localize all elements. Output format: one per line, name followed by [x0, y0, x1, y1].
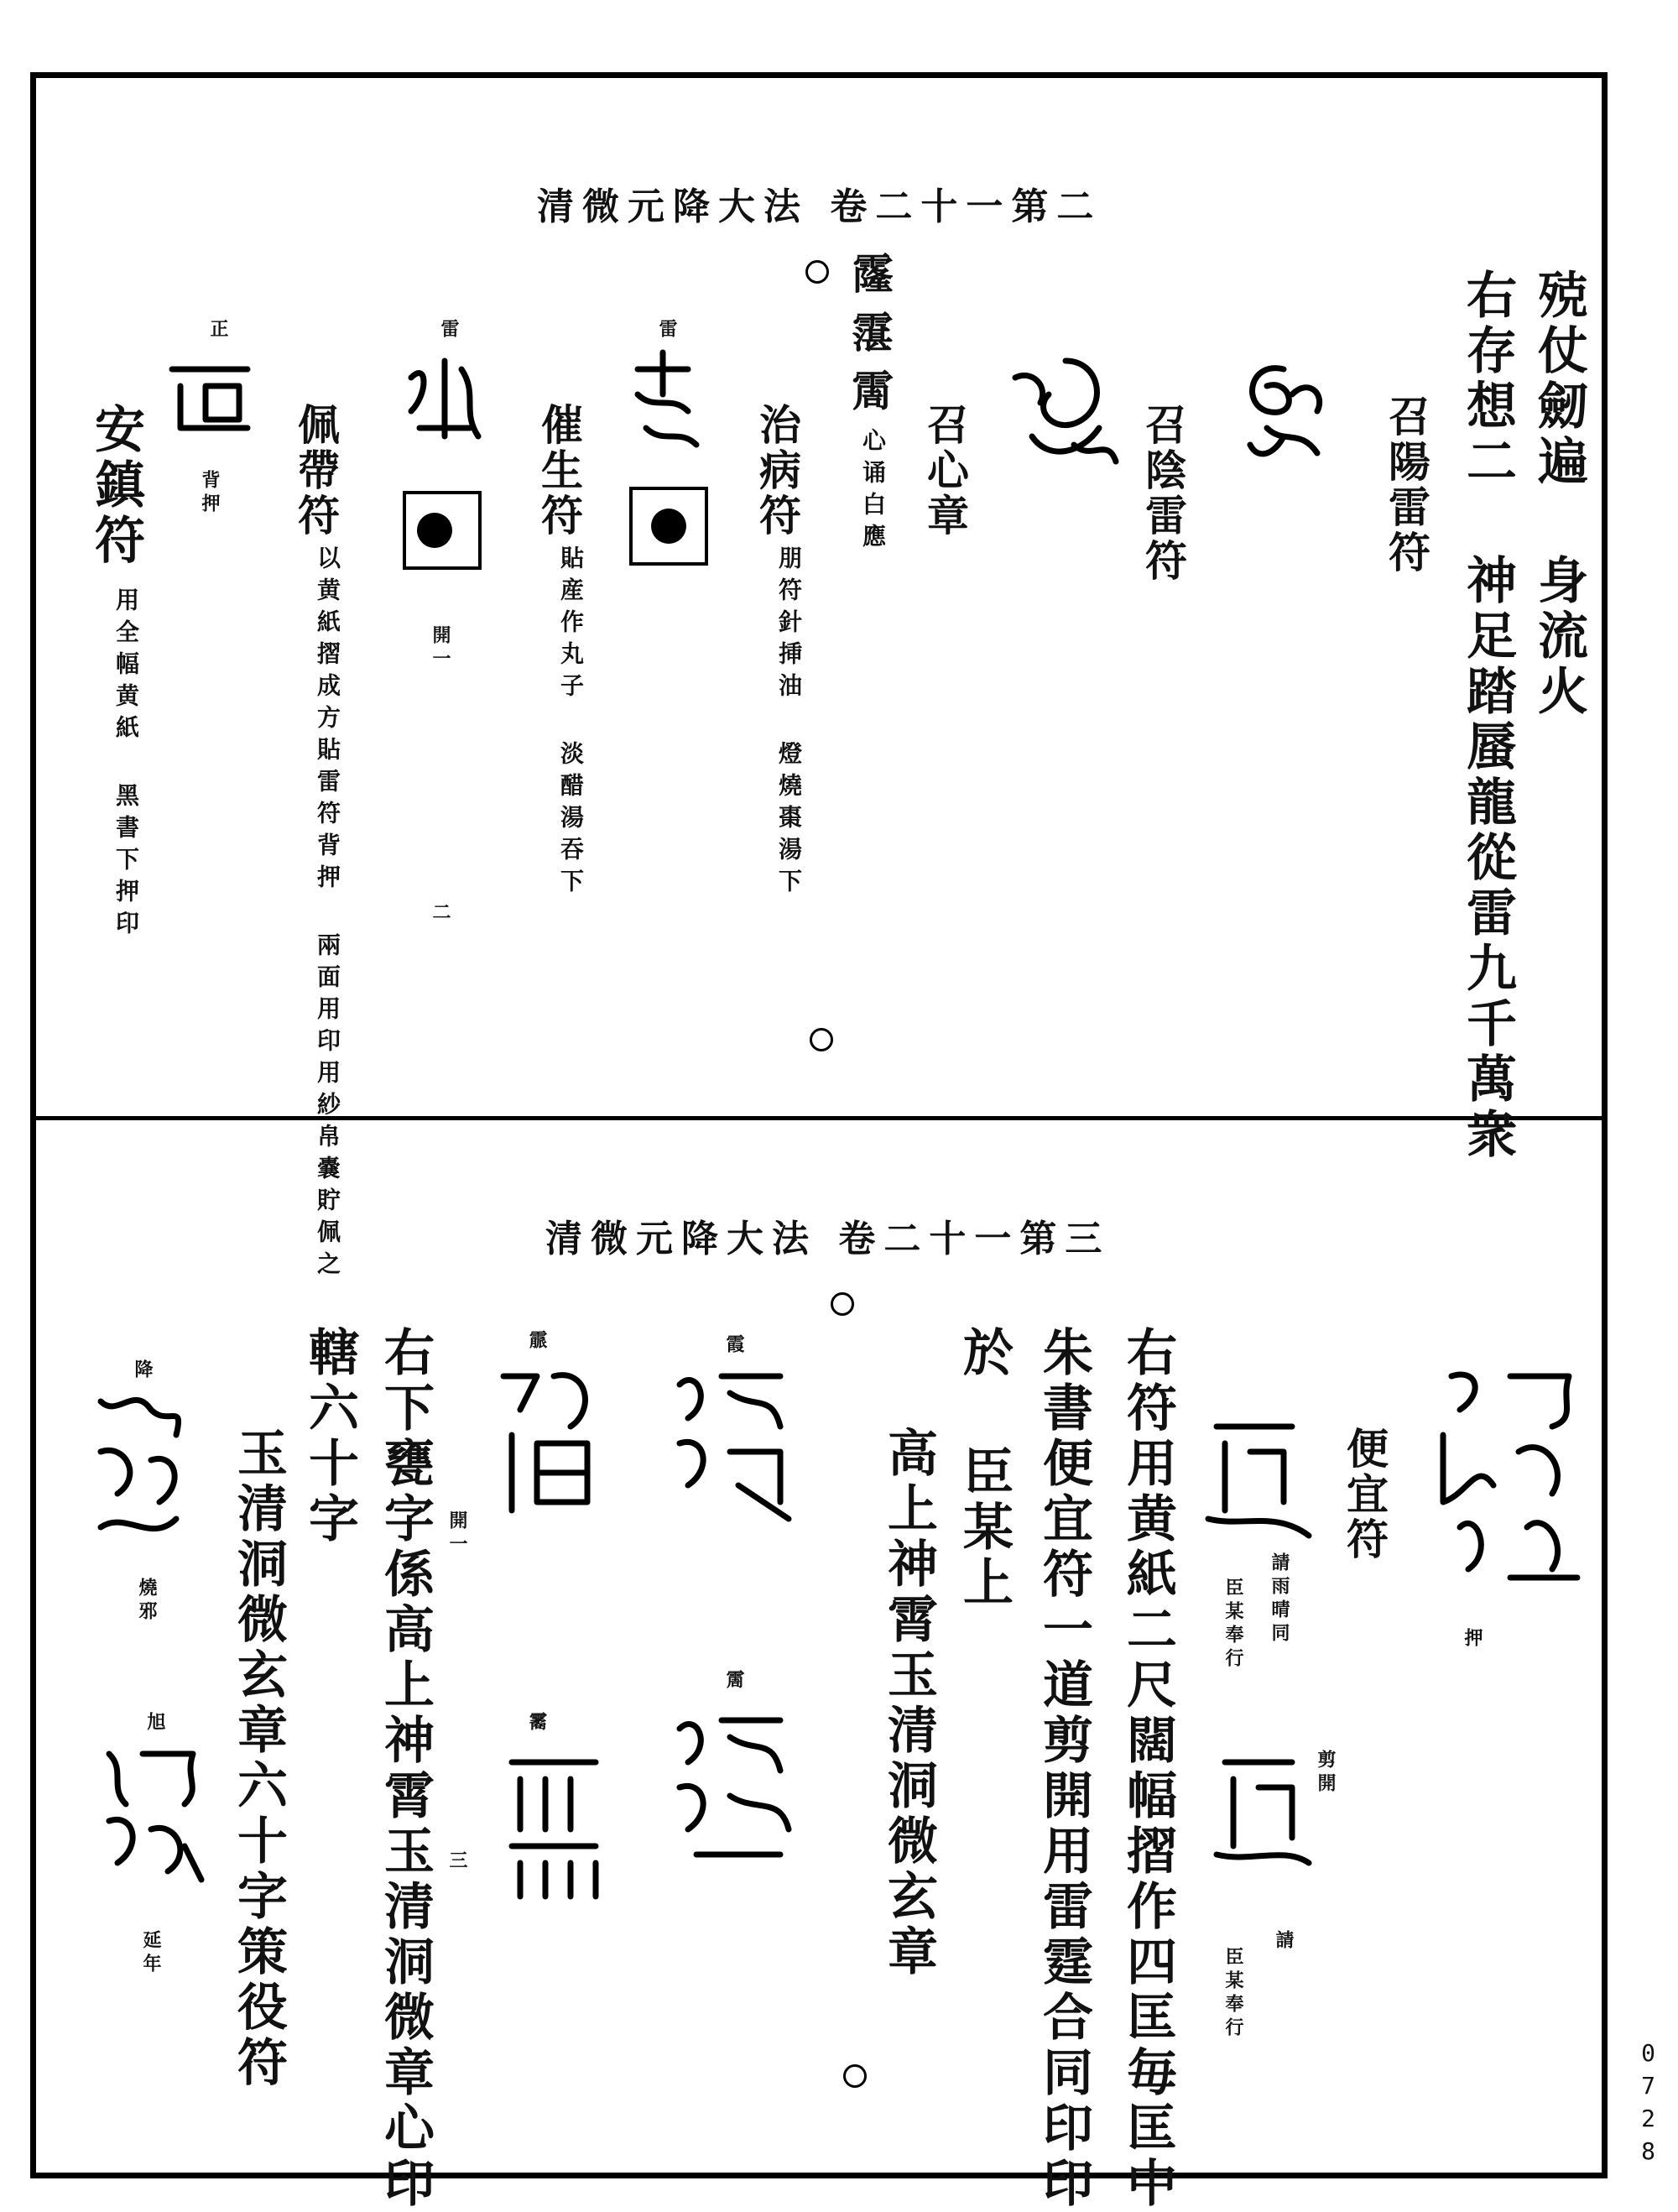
bottom-left-col-3: 玉清洞微玄章六十字策役符	[229, 1427, 288, 2091]
birth-note: 貼産作丸子 淡醋湯吞下	[557, 545, 585, 900]
three-label: 三	[446, 1850, 468, 1874]
birth-title: 催生符	[534, 403, 584, 539]
qing2-seal	[1200, 1745, 1317, 1871]
birth-seal	[621, 344, 705, 453]
heart-note: 心诵白應	[859, 428, 887, 556]
xie-label: 降	[132, 1359, 154, 1383]
binding-hole	[831, 1292, 854, 1316]
heart-seal-2: 霮	[845, 310, 894, 356]
bottom-right-col-4: 高上神霄玉清洞微玄章	[879, 1427, 938, 1980]
anzhen-seal	[164, 352, 256, 436]
yannian-note: 延年	[140, 1930, 162, 1977]
bianyi-seal	[1426, 1359, 1586, 1594]
qing-seal	[1191, 1410, 1317, 1544]
seal-top	[663, 1359, 797, 1527]
bianyi-press: 押	[1462, 1628, 1483, 1651]
chen-note: 臣某奉行	[1222, 1578, 1244, 1672]
yang-thunder-seal	[1233, 344, 1342, 470]
anzhen-title: 安鎮符	[86, 403, 145, 569]
bottom-left-col-2: 轄六十字	[300, 1326, 359, 1547]
yin-thunder-title: 召陰雷符	[1139, 403, 1188, 584]
yannian-label: 旭	[144, 1712, 166, 1735]
bottom-right-col-2: 朱書便宜符一道剪開用雷霆合同印印	[1034, 1326, 1093, 2212]
open1-label: 開一	[446, 1510, 468, 1557]
qing2: 請	[1273, 1930, 1295, 1954]
peidai-seal	[394, 344, 487, 453]
stamp1-open-label: 開一	[430, 625, 451, 672]
yang-thunder-title: 召陽雷符	[1382, 394, 1431, 576]
seal-top2-label: 霌	[723, 1670, 745, 1693]
seal-top-label: 霞	[723, 1334, 745, 1358]
seal-mid	[487, 1359, 612, 1527]
seal-mid-label: 霢	[526, 1330, 548, 1354]
bottom-left-col-1: 右下甕字係高上神霄玉清洞微章心印	[376, 1326, 435, 2212]
seal-mid2	[495, 1745, 612, 1905]
birth-seal-label: 雷	[656, 319, 678, 342]
binding-hole	[810, 1028, 833, 1051]
bottom-header: 三第一十二卷 法大降元微清	[545, 1218, 1111, 1260]
binding-hole	[843, 2064, 867, 2088]
yin-thunder-seal	[998, 344, 1124, 470]
xie-seal	[84, 1385, 193, 1544]
stamp1-small: 二	[430, 902, 451, 926]
xie-note: 燒邪	[136, 1578, 158, 1625]
page-divider	[30, 1116, 1608, 1120]
binding-hole	[805, 260, 829, 284]
seal-mid2-label: 霱	[526, 1712, 548, 1735]
anzhen-label: 正	[207, 319, 229, 342]
seal-top2	[663, 1703, 797, 1871]
stamp1-top-label: 雷	[438, 319, 460, 342]
anzhen-back: 背押	[199, 470, 221, 517]
summon-heart-title: 召心章	[920, 403, 970, 539]
cure-title: 治病符	[753, 403, 802, 539]
jian-label: 剪開	[1315, 1750, 1337, 1797]
heart-seal-1: 霳	[845, 252, 894, 297]
anzhen-note: 用全幅黄紙 黑書下押印	[112, 587, 140, 942]
peidai-title: 佩帶符	[291, 403, 341, 539]
chen2-note: 臣某奉行	[1222, 1947, 1244, 2041]
qing-note: 請雨晴同	[1269, 1552, 1290, 1646]
yannian-seal	[92, 1737, 210, 1888]
top-col-2: 右存想二 神足踏蜃龍從雷九千萬衆	[1458, 269, 1517, 1163]
heart-seal-3: 霌	[845, 369, 894, 415]
cure-note: 朋符針挿油 燈燒棗湯下	[775, 545, 803, 900]
bianyi-title: 便宜符	[1340, 1427, 1389, 1562]
birth-stamp	[629, 487, 708, 566]
bottom-right-col-1: 右符用黄紙二尺闊幅摺作四匡毎匡中	[1118, 1326, 1177, 2212]
top-col-1: 殑仗劒遍 身流火	[1529, 269, 1588, 720]
peidai-stamp	[403, 491, 482, 570]
peidai-note: 以黄紙摺成方貼雷符背押 兩面用印用紗帛嚢貯佩之	[314, 545, 341, 1283]
top-header: 二第一十二卷 法大降元微清	[537, 185, 1102, 228]
bottom-right-col-3: 於 臣某上	[955, 1326, 1014, 1611]
page-number: 0728	[1634, 2039, 1662, 2170]
